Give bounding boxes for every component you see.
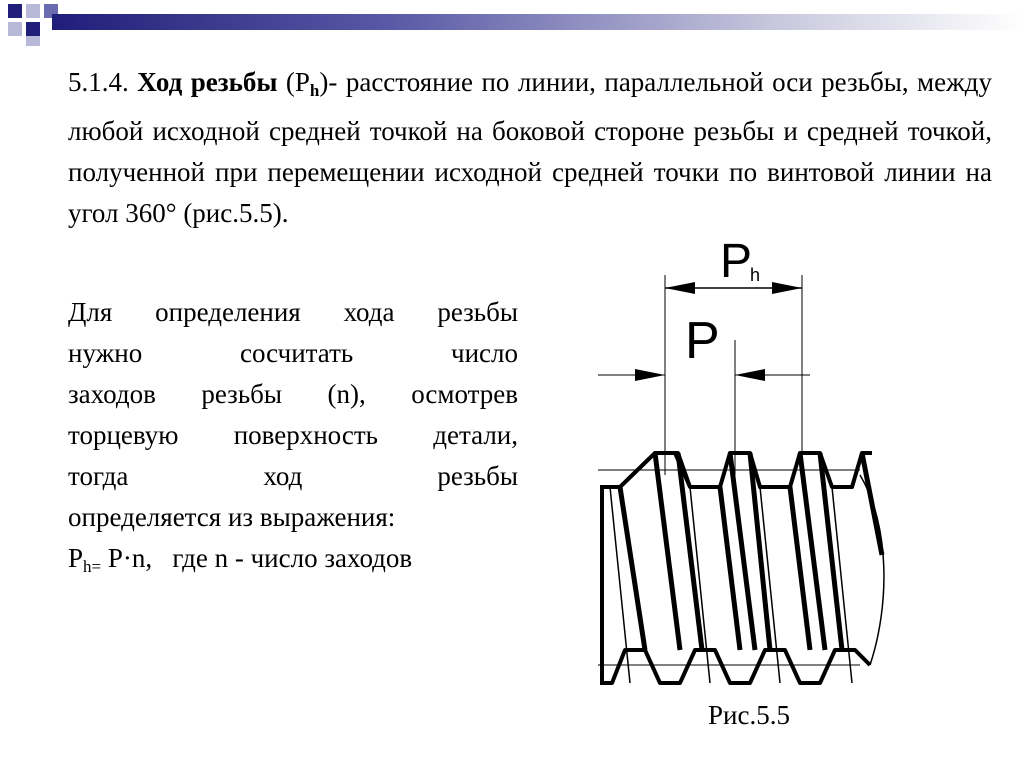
formula: $P_{h=}$ P·n, где n - число заходов	[68, 543, 413, 576]
decor-square	[8, 22, 22, 36]
slide-header-decoration	[0, 0, 1024, 46]
ph-label-sub: h	[750, 265, 761, 285]
explanation-line: торцевую поверхность детали,	[68, 420, 518, 450]
explanation-line: тогда ход резьбы	[68, 461, 518, 491]
explanation-line: определяется из выражения:	[68, 502, 396, 532]
explanation-paragraph	[68, 292, 518, 538]
definition-paragraph	[68, 62, 992, 234]
explanation-line: заходов резьбы (n), осмотрев	[68, 379, 518, 409]
decor-square	[26, 4, 40, 18]
figure-caption: Рис.5.5	[708, 700, 790, 730]
decor-square	[26, 36, 40, 46]
symbol: $(P_h)$	[285, 67, 329, 100]
decor-square	[26, 22, 40, 36]
section-number: 5.1.4.	[68, 67, 129, 97]
thread-drawing	[590, 225, 900, 695]
definition-text: - расстояние по линии, параллельной оси резьбы, между любой исходной средней точкой на боковой стороне резьбы и средней точкой, полученной при перемещении исходной средней точки по винтовой линии на угол 360° (рис.5.5).	[68, 67, 993, 228]
formula-note: где n - число заходов	[172, 543, 413, 573]
p-label: P	[685, 312, 720, 370]
header-gradient-bar	[52, 14, 1024, 30]
decor-square	[8, 4, 22, 18]
explanation-line: нужно сосчитать число	[68, 338, 518, 368]
term: Ход резьбы	[137, 67, 278, 97]
ph-label: P	[720, 235, 753, 288]
explanation-line: Для определения хода резьбы	[68, 297, 518, 327]
thread-figure	[590, 225, 900, 695]
